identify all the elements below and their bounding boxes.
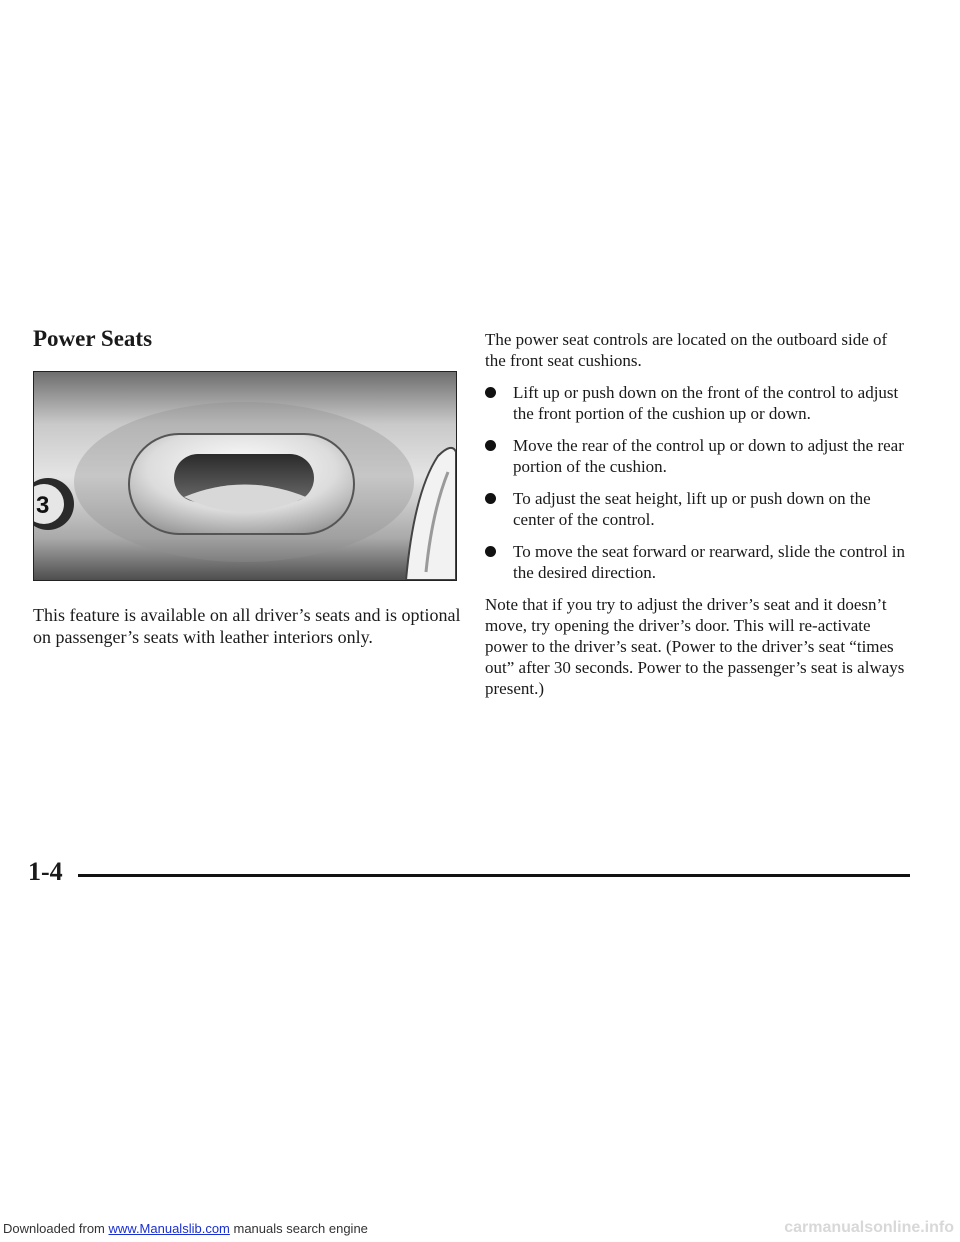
- list-item: [485, 435, 910, 477]
- manualslib-link[interactable]: www.Manualslib.com: [108, 1221, 230, 1236]
- footer-prefix: Downloaded from: [3, 1221, 109, 1236]
- list-item-text: To adjust the seat height, lift up or push down on the center of the control.: [513, 489, 871, 529]
- bullet-icon: [485, 546, 496, 557]
- bullet-icon: [485, 387, 496, 398]
- footer-rule: [78, 874, 910, 877]
- list-item-text: To move the seat forward or rearward, slide the control in the desired direction.: [513, 542, 906, 582]
- availability-text: This feature is available on all driver’s seats and is optional on passenger’s seats with leather interiors only.: [33, 605, 461, 647]
- bullet-icon: [485, 493, 496, 504]
- power-seat-control-photo: [33, 371, 457, 581]
- list-item: [485, 488, 910, 530]
- bullet-icon: [485, 440, 496, 451]
- list-item: [485, 382, 910, 424]
- list-item: [485, 541, 910, 583]
- instructions-column: [485, 329, 910, 699]
- page-number: 1-4: [28, 857, 63, 886]
- page-title: Power Seats: [33, 326, 153, 351]
- intro-text: The power seat controls are located on the outboard side of the front seat cushions.: [485, 330, 888, 370]
- note-text: Note that if you try to adjust the driver’s seat and it doesn’t move, try opening the driver’s door. This will re-activate power to the driver’s seat. (Power to the driver’s seat “times out” after 30 seconds. Power to the passenger’s seat is always present.): [485, 595, 905, 698]
- instruction-list: [485, 382, 910, 583]
- watermark: carmanualsonline.info: [784, 1219, 954, 1236]
- download-footer: [3, 1221, 368, 1236]
- list-item-text: Lift up or push down on the front of the control to adjust the front portion of the cushion up or down.: [513, 383, 899, 423]
- svg-text:3: 3: [36, 492, 50, 519]
- list-item-text: Move the rear of the control up or down to adjust the rear portion of the cushion.: [513, 436, 904, 476]
- footer-suffix: manuals search engine: [229, 1221, 368, 1236]
